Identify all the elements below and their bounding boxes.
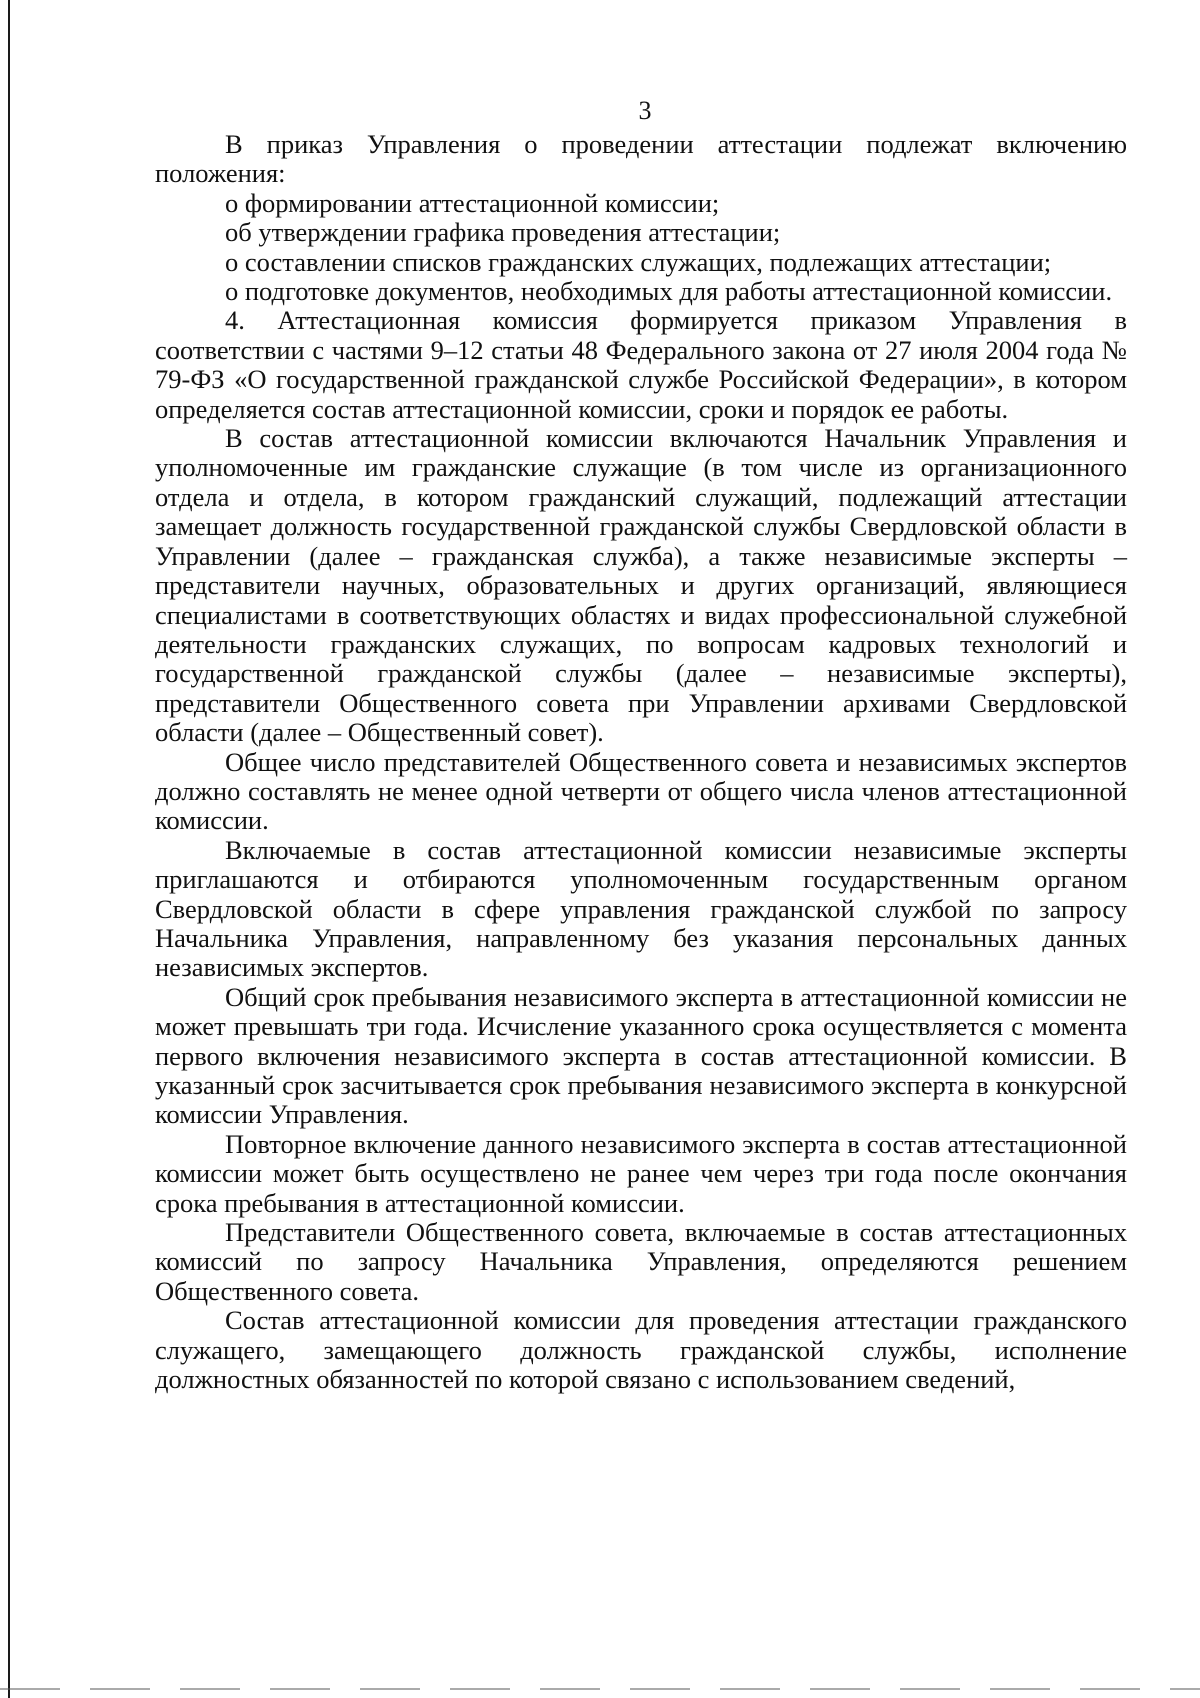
paragraph-council-representatives: Представители Общественного совета, включаемые в состав аттестационных комиссий по запросу Начальника Управления, определяются решением Общественного совета. <box>155 1217 1127 1306</box>
paragraph-special-composition: Состав аттестационной комиссии для проведения аттестации гражданского служащего, замещающего должность гражданской службы, исполнение должностных обязанностей по которой связано с использованием сведений, <box>155 1305 1127 1395</box>
document-body <box>155 130 1127 1394</box>
list-item-employee-lists: о составлении списков гражданских служащих, подлежащих аттестации; <box>225 246 1052 277</box>
paragraph-expert-term: Общий срок пребывания независимого эксперта в аттестационной комиссии не может превышать три года. Исчисление указанного срока осуществляется с момента первого включения независимого эксперта в состав аттестационной комиссии. В указанный срок засчитывается срок пребывания независимого эксперта в конкурсной комиссии Управления. <box>155 981 1127 1130</box>
list-item-commission-formation: о формировании аттестационной комиссии; <box>225 187 720 218</box>
list-item-schedule-approval: об утверждении графика проведения аттестации; <box>225 217 781 248</box>
paragraph-expert-selection: Включаемые в состав аттестационной комиссии независимые эксперты приглашаются и отбираются уполномоченным государственным органом Свердловской области в сфере управления гражданской службой по запросу Начальника Управления, направленному без указания персональных данных независимых экспертов. <box>155 834 1127 983</box>
list-item-documents-preparation: о подготовке документов, необходимых для работы аттестационной комиссии. <box>225 276 1113 307</box>
scan-border-left <box>8 0 10 1698</box>
paragraph-order-provisions: В приказ Управления о проведении аттестации подлежат включению положения: <box>155 129 1127 189</box>
paragraph-commission-composition: В состав аттестационной комиссии включаются Начальник Управления и уполномоченные им гражданские служащие (в том числе из организационного отдела и отдела, в котором гражданский служащий, подлежащий аттестации замещает должность государственной гражданской службы Свердловской области в Управлении (далее – гражданская служба), а также независимые эксперты – представители научных, образовательных и других организаций, являющиеся специалистами в соответствующих областях и видах профессиональной служебной деятельности гражданских служащих, по вопросам кадровых технологий и государственной гражданской службы (далее – независимые эксперты), представители Общественного совета при Управлении архивами Свердловской области (далее – Общественный совет). <box>155 423 1127 748</box>
paragraph-section-4: 4. Аттестационная комиссия формируется приказом Управления в соответствии с частями 9–12 статьи 48 Федерального закона от 27 июля 2004 года № 79-ФЗ «О государственной гражданской службе Российской Федерации», в котором определяется состав аттестационной комиссии, сроки и порядок ее работы. <box>155 305 1127 424</box>
paragraph-quarter-requirement: Общее число представителей Общественного совета и независимых экспертов должно составлять не менее одной четверти от общего числа членов аттестационной комиссии. <box>155 746 1127 836</box>
scan-border-bottom <box>0 1688 1200 1690</box>
page-number: 3 <box>638 96 652 125</box>
paragraph-repeat-inclusion: Повторное включение данного независимого эксперта в состав аттестационной комиссии может быть осуществлено не ранее чем через три года после окончания срока пребывания в аттестационной комиссии. <box>155 1128 1127 1218</box>
